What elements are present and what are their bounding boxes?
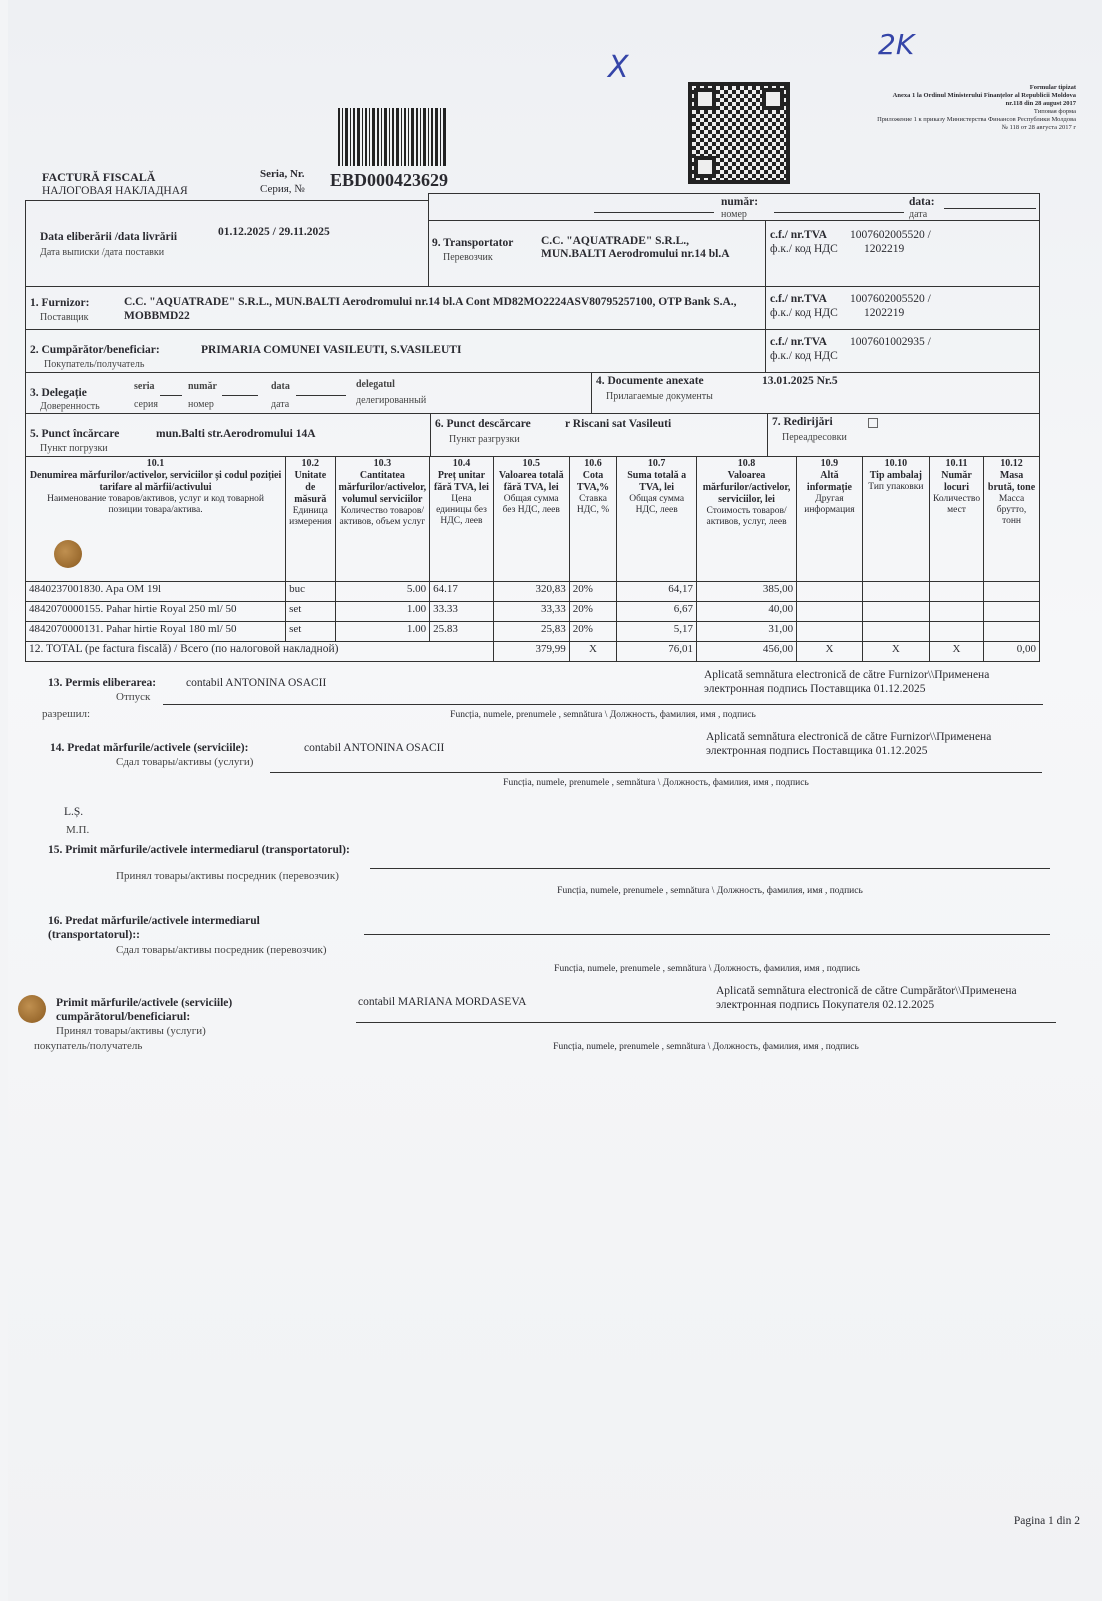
- deleg-seria: seria: [134, 381, 155, 392]
- handwritten-mark: 2K: [878, 28, 915, 61]
- table-row: [26, 582, 1040, 602]
- total-cell: 456,00: [697, 642, 797, 662]
- buyer-received-label: Primit mărfurile/activele (serviciile): [56, 997, 233, 1009]
- column-header: 10.1 Denumirea mărfurilor/activelor, serviciilor și codul poziției tarifare al mărfii/activului Наименование товаров/активов, услуг и код товарной позиции товара/актива.: [26, 457, 286, 582]
- table-cell: [929, 602, 983, 622]
- table-cell: 20%: [569, 582, 617, 602]
- supplier-label-ru: Поставщик: [40, 312, 89, 323]
- table-cell: 33.33: [430, 602, 494, 622]
- transporter-vat: 1202219: [864, 243, 905, 255]
- delegation-label-ru: Доверенность: [40, 401, 100, 412]
- delegation-label: 3. Delegație: [30, 387, 87, 399]
- supplier-value: C.C. "AQUATRADE" S.R.L., MUN.BALTI Aerodromului nr.14 bl.A Cont MD82MO2224ASV80795257100, OTP Bank S.A., MOBBMD22: [124, 296, 737, 322]
- column-header: 10.3 Cantitatea mărfurilor/activelor, volumul serviciilor Количество товаров/активов, объем услуг: [335, 457, 430, 582]
- column-header: 10.8 Valoarea mărfurilor/activelor, serviciilor, lei Стоимость товаров/активов, услуг, леев: [697, 457, 797, 582]
- deleg-numar-ru: номер: [188, 399, 214, 410]
- table-cell: 4842070000155. Pahar hirtie Royal 250 ml/ 50: [26, 602, 286, 622]
- supplier-vat: 1202219: [864, 307, 905, 319]
- handed-label-ru: Сдал товары/активы (услуги): [116, 756, 254, 768]
- cf-label-ru: ф.к./ код НДС: [770, 350, 838, 362]
- permit-label: 13. Permis eliberarea:: [48, 677, 157, 689]
- numar-label-ru: номер: [721, 209, 747, 220]
- table-cell: [862, 582, 929, 602]
- table-cell: 5,17: [617, 622, 697, 642]
- number-date-box: [428, 193, 1040, 221]
- buyer-label-ru: Покупатель/получатель: [44, 359, 145, 370]
- form-line: Formular tipizat: [1029, 84, 1076, 91]
- table-cell: 33,33: [493, 602, 569, 622]
- form-line: № 118 от 28 августа 2017 г: [1001, 124, 1076, 131]
- deleg-seria-ru: серия: [134, 399, 158, 410]
- deleg-numar: număr: [188, 381, 217, 392]
- table-cell: 5.00: [335, 582, 430, 602]
- series-label-ro: Seria, Nr.: [260, 168, 305, 180]
- barcode: [338, 108, 446, 166]
- title-ru: НАЛОГОВАЯ НАКЛАДНАЯ: [42, 185, 188, 197]
- permit-label-ru2: разрешил:: [42, 708, 91, 720]
- total-cell: X: [929, 642, 983, 662]
- transporter-vat-box: [765, 220, 1040, 287]
- numar-label: număr:: [721, 196, 759, 208]
- table-cell: 20%: [569, 602, 617, 622]
- permit-label-ru: Отпуск: [116, 691, 151, 703]
- loading-box: [25, 413, 431, 457]
- column-header: 10.9 Altă informație Другая информация: [797, 457, 863, 582]
- transporter-label: 9. Transportator: [432, 237, 514, 249]
- table-cell: 64.17: [430, 582, 494, 602]
- table-cell: 385,00: [697, 582, 797, 602]
- stamp-place-ro: L.Ș.: [64, 806, 84, 818]
- unloading-label-ru: Пункт разгрузки: [449, 434, 520, 445]
- total-row: [26, 642, 1040, 662]
- series-number: EBD000423629: [330, 170, 449, 190]
- loading-value: mun.Balti str.Aerodromului 14A: [156, 428, 316, 440]
- table-cell: [797, 602, 863, 622]
- intermediary-handed-label: 16. Predat mărfurile/activele intermediarul (transportatorul)::: [48, 915, 260, 941]
- column-header: 10.11 Număr locuri Количество мест: [929, 457, 983, 582]
- table-cell: 320,83: [493, 582, 569, 602]
- buyer-received-label-ru2: покупатель/получатель: [34, 1040, 143, 1052]
- loading-label: 5. Punct încărcare: [30, 428, 120, 440]
- cf-label: c.f./ nr.TVA: [770, 336, 827, 348]
- page-number: Pagina 1 din 2: [1013, 1515, 1080, 1527]
- table-cell: 1.00: [335, 622, 430, 642]
- table-cell: [929, 582, 983, 602]
- column-header: 10.12 Masa brută, tone Масса брутто, тонн: [984, 457, 1040, 582]
- data-label-ru: дата: [909, 209, 928, 220]
- column-header: 10.5 Valoarea totală fără TVA, lei Общая сумма без НДС, леев: [493, 457, 569, 582]
- deleg-data: data: [271, 381, 290, 392]
- table-cell: 25,83: [493, 622, 569, 642]
- redirect-checkbox[interactable]: [868, 418, 878, 428]
- documents-box: [591, 372, 1040, 414]
- table-cell: 6,67: [617, 602, 697, 622]
- transporter-cf: 1007602005520 /: [850, 229, 931, 241]
- table-cell: [862, 602, 929, 622]
- deleg-data-ru: дата: [271, 399, 290, 410]
- qr-code: [688, 82, 790, 184]
- column-header: 10.10 Tip ambalaj Тип упаковки: [862, 457, 929, 582]
- column-header: 10.2 Unitate de măsură Единица измерения: [286, 457, 335, 582]
- documents-label-ru: Прилагаемые документы: [606, 391, 713, 402]
- punch-hole: [54, 540, 82, 568]
- title-ro: FACTURĂ FISCALĂ: [42, 170, 156, 184]
- permit-esignature: Aplicată semnătura electronică de către Furnizor\\Применена электронная подпись Поставщика 01.12.2025: [704, 669, 990, 695]
- total-cell: 0,00: [984, 642, 1040, 662]
- column-header: 10.7 Suma totală a TVA, lei Общая сумма НДС, леев: [617, 457, 697, 582]
- redirect-label-ru: Переадресовки: [782, 432, 847, 443]
- table-cell: 31,00: [697, 622, 797, 642]
- table-cell: [984, 602, 1040, 622]
- form-line: Приложение 1 к приказу Министерства Финансов Республики Молдова: [877, 116, 1076, 123]
- documents-label: 4. Documente anexate: [596, 375, 704, 387]
- table-cell: [862, 622, 929, 642]
- form-line: Anexa 1 la Ordinul Ministerului Finanțelor al Republicii Moldova: [892, 92, 1076, 99]
- buyer-received-name: contabil MARIANA MORDASEVA: [358, 996, 527, 1008]
- invoice-page: [8, 0, 1102, 1601]
- buyer-received-label2: cumpărătorul/beneficiarul:: [56, 1011, 191, 1023]
- form-line: Типовая форма: [1033, 108, 1076, 115]
- redirect-label: 7. Redirijări: [772, 416, 833, 428]
- handed-name: contabil ANTONINA OSACII: [304, 742, 445, 754]
- handed-esignature: Aplicată semnătura electronică de către Furnizor\\Применена электронная подпись Поставщика 01.12.2025: [706, 731, 992, 757]
- unloading-label: 6. Punct descărcare: [435, 418, 531, 430]
- intermediary-received-label-ru: Принял товары/активы посредник (перевозчик): [116, 870, 339, 882]
- buyer-box: [25, 329, 766, 373]
- table-cell: [929, 622, 983, 642]
- column-header: 10.6 Cota TVA,% Ставка НДС, %: [569, 457, 617, 582]
- signature-caption: Funcția, numele, prenumele , semnătura \ Должность, фамилия, имя , подпись: [557, 886, 863, 896]
- total-cell: 76,01: [617, 642, 697, 662]
- supplier-cf: 1007602005520 /: [850, 293, 931, 305]
- date-label-ru: Дата выписки /дата поставки: [40, 247, 165, 258]
- supplier-box: [25, 286, 766, 330]
- table-cell: [984, 622, 1040, 642]
- transporter-value: C.C. "AQUATRADE" S.R.L., MUN.BALTI Aerodromului nr.14 bl.A: [541, 235, 730, 260]
- table-cell: [797, 622, 863, 642]
- cf-label: c.f./ nr.TVA: [770, 229, 827, 241]
- table-cell: 1.00: [335, 602, 430, 622]
- table-cell: [984, 582, 1040, 602]
- handed-label: 14. Predat mărfurile/activele (serviciile):: [50, 742, 249, 754]
- supplier-label: 1. Furnizor:: [30, 297, 90, 309]
- cf-label: c.f./ nr.TVA: [770, 293, 827, 305]
- signature-caption: Funcția, numele, prenumele , semnătura \ Должность, фамилия, имя , подпись: [553, 1042, 859, 1052]
- total-cell: X: [862, 642, 929, 662]
- form-notice: [796, 84, 1076, 132]
- supplier-vat-box: [765, 286, 1040, 330]
- table-cell: 4842070000131. Pahar hirtie Royal 180 ml/ 50: [26, 622, 286, 642]
- deleg-delegat-ru: делегированный: [356, 395, 427, 406]
- column-header: 10.4 Preț unitar fără TVA, lei Цена единицы без НДС, леев: [430, 457, 494, 582]
- stamp-place-ru: М.П.: [66, 824, 90, 836]
- documents-value: 13.01.2025 Nr.5: [762, 375, 838, 387]
- buyer-cf: 1007601002935 /: [850, 336, 931, 348]
- table-row: [26, 622, 1040, 642]
- data-label: data:: [909, 196, 935, 208]
- intermediary-received-label: 15. Primit mărfurile/activele intermediarul (transportatorul):: [48, 844, 350, 856]
- form-line: nr.118 din 28 august 2017: [1005, 100, 1076, 107]
- buyer-received-label-ru: Принял товары/активы (услуги): [56, 1025, 206, 1037]
- date-value: 01.12.2025 / 29.11.2025: [218, 226, 330, 238]
- table-cell: 4840237001830. Apa OM 19l: [26, 582, 286, 602]
- date-label: Data eliberării /data livrării: [40, 231, 178, 243]
- buyer-label: 2. Cumpărător/beneficiar:: [30, 344, 160, 356]
- table-cell: [797, 582, 863, 602]
- buyer-vat-box: [765, 329, 1040, 373]
- items-table: [25, 456, 1040, 662]
- table-row: [26, 602, 1040, 622]
- table-cell: 40,00: [697, 602, 797, 622]
- handwritten-x: X: [608, 50, 629, 85]
- total-label: 12. TOTAL (pe factura fiscală) / Всего (по налоговой накладной): [26, 642, 494, 662]
- deleg-delegat: delegatul: [356, 379, 395, 390]
- table-cell: 20%: [569, 622, 617, 642]
- table-cell: 25.83: [430, 622, 494, 642]
- table-cell: set: [286, 622, 335, 642]
- delegation-box: [25, 372, 592, 414]
- total-cell: X: [797, 642, 863, 662]
- intermediary-handed-label-ru: Сдал товары/активы посредник (перевозчик): [116, 944, 327, 956]
- table-cell: 64,17: [617, 582, 697, 602]
- redirect-box: [767, 413, 1040, 457]
- buyer-value: PRIMARIA COMUNEI VASILEUTI, S.VASILEUTI: [201, 344, 462, 356]
- signature-caption: Funcția, numele, prenumele , semnătura \ Должность, фамилия, имя , подпись: [503, 778, 809, 788]
- signature-caption: Funcția, numele, prenumele , semnătura \ Должность, фамилия, имя , подпись: [554, 964, 860, 974]
- cf-label-ru: ф.к./ код НДС: [770, 307, 838, 319]
- series-label-ru: Серия, №: [260, 183, 305, 195]
- total-cell: X: [569, 642, 617, 662]
- transporter-box: [428, 220, 766, 287]
- unloading-value: r Riscani sat Vasileuti: [565, 418, 672, 430]
- cf-label-ru: ф.к./ код НДС: [770, 243, 838, 255]
- table-cell: set: [286, 602, 335, 622]
- transporter-label-ru: Перевозчик: [443, 252, 493, 263]
- punch-hole: [18, 995, 46, 1023]
- table-cell: buc: [286, 582, 335, 602]
- permit-name: contabil ANTONINA OSACII: [186, 677, 327, 689]
- date-box: [25, 200, 429, 287]
- total-cell: 379,99: [493, 642, 569, 662]
- buyer-esignature: Aplicată semnătura electronică de către Cumpărător\\Применена электронная подпись Покупателя 02.12.2025: [716, 985, 1017, 1011]
- loading-label-ru: Пункт погрузки: [40, 443, 108, 454]
- signature-caption: Funcția, numele, prenumele , semnătura \ Должность, фамилия, имя , подпись: [450, 710, 756, 720]
- unloading-box: [430, 413, 768, 457]
